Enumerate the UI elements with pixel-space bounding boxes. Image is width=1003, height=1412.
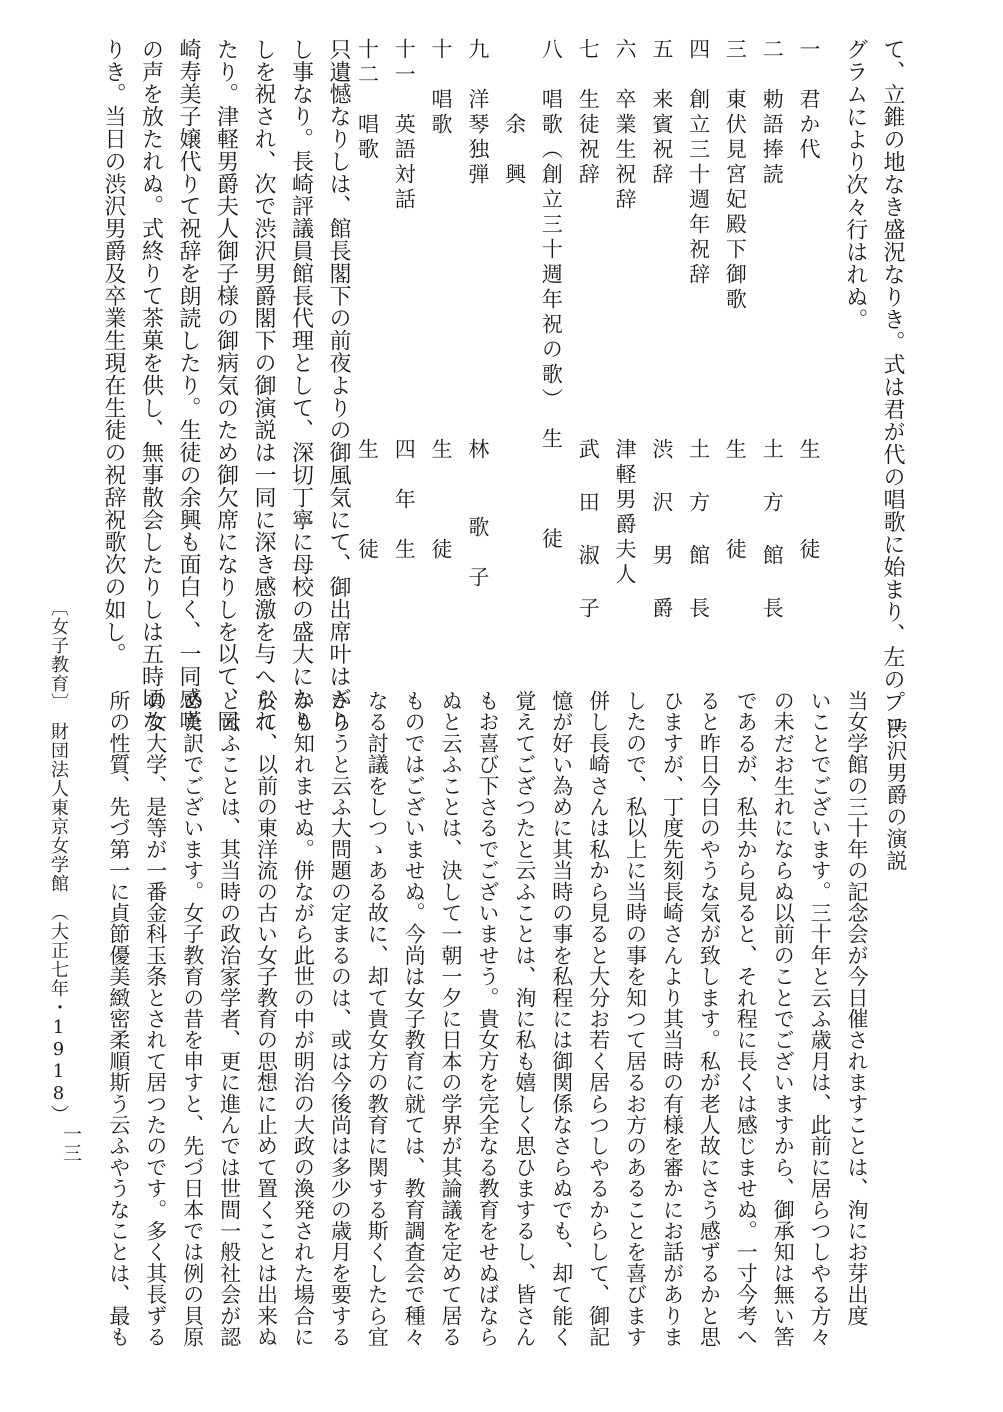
ceremony-closing-paragraph: 只遺憾なりしは、館長閣下の前夜よりの御風気にて、御出席叶はざり し事なり。長崎評議員館長代理として、深切丁寧に母校の盛大になり しを祝され、次で渋沢男爵閣下の御演説は一同に深き感激を与へられ たり。津軽男爵夫人御子様の御病気のため御欠席になりしを以て、岡 崎寿美子嬢代りて祝辞を朗読したり。生徒の余興も面白く、一同感嘆 の声を放たれぬ。式終りて茶菓を供し、無事散会したりしは五時頃な りき。当日の渋沢男爵及卒業生現在生徒の祝辞祝歌次の如し。 bbox=[101, 38, 351, 733]
source-citation: 〔女子教育〕 財団法人東京女学館 （大正七年・1918） bbox=[48, 598, 69, 1124]
ceremony-intro: て、立錐の地なき盛況なりき。式は君が代の唱歌に始まり、左のプロ グラムにより次々行はれぬ。 bbox=[842, 38, 905, 736]
speech-heading: 渋沢男爵の演説 bbox=[884, 718, 908, 872]
ceremony-program-list: 一 君か代 生 徒 二 勅語捧読 土 方 館 長 三 東伏見宮妃殿下御歌 生 徒 四 創立三十週年祝辞 土 方 館 長 五 来賓祝辞 渋 沢 男 爵 六 卒業生祝辞 津軽男爵夫人 七 生徒祝辞 武 田 淑 子 八 唱歌（創立三十週年祝の歌） 生 徒 余 興 九 洋琴独弾 林 歌 子 十 唱歌 生 徒 十一 英語対話 四 年 生 十二 唱歌 生 徒 bbox=[355, 38, 821, 622]
speech-body: 当女学館の三十年の記念会が今日催されますことは、洵にお芽出度 いことでございます。三十年と云ふ歳月は、此前に居らつしやる方々 の未だお生れにならぬ以前のことでございますから、御承知は無い筈 であるが、私共から見ると、それ程に長くは感じませぬ。一寸今考へ ると昨日今日のやうな気が致します。私が老人故にさう感ずるかと思 ひますが、丁度先刻長崎さんより其当時の有様を審かにお話がありま したので、私以上に当時の事を知つて居るお方のあることを喜びます 併し長崎さんは私から見ると大分お若く居らつしやるからして、御記 憶が好い為めに其当時の事を私程には御関係なさらぬでも、却て能く 覚えてござつたと云ふことは、洵に私も嬉しく思ひまするし、皆さん もお喜び下さるでございませう。貴女方を完全なる教育をせぬばなら ぬと云ふことは、決して一朝一夕に日本の学界が其論議を定めて居る ものではございませぬ。今尚は女子教育に就ては、教育調査会で種々 なる討議をしつゝある故に、却て貴女方の教育に関する斯くしたら宜 からうと云ふ大問題の定まるのは、或は今後尚は多少の歳月を要する かも知れませぬ。併ながら此世の中が明治の大政の渙発された場合に 於て、以前の東洋流の古い女子教育の思想に止めて置くことは出来ぬ と云ふことは、其当時の政治家学者、更に進んでは世間一般社会が認 めた訳でございます。女子教育の昔を申すと、先づ日本では例の貝原 の女大学、是等が一番金科玉条とされて居つたのです。多く其長ずる 所の性質、先づ第一に貞節優美緻密柔順斯う云ふやうなことは、最も bbox=[106, 690, 869, 1348]
page-number: 一三 bbox=[60, 1124, 82, 1162]
